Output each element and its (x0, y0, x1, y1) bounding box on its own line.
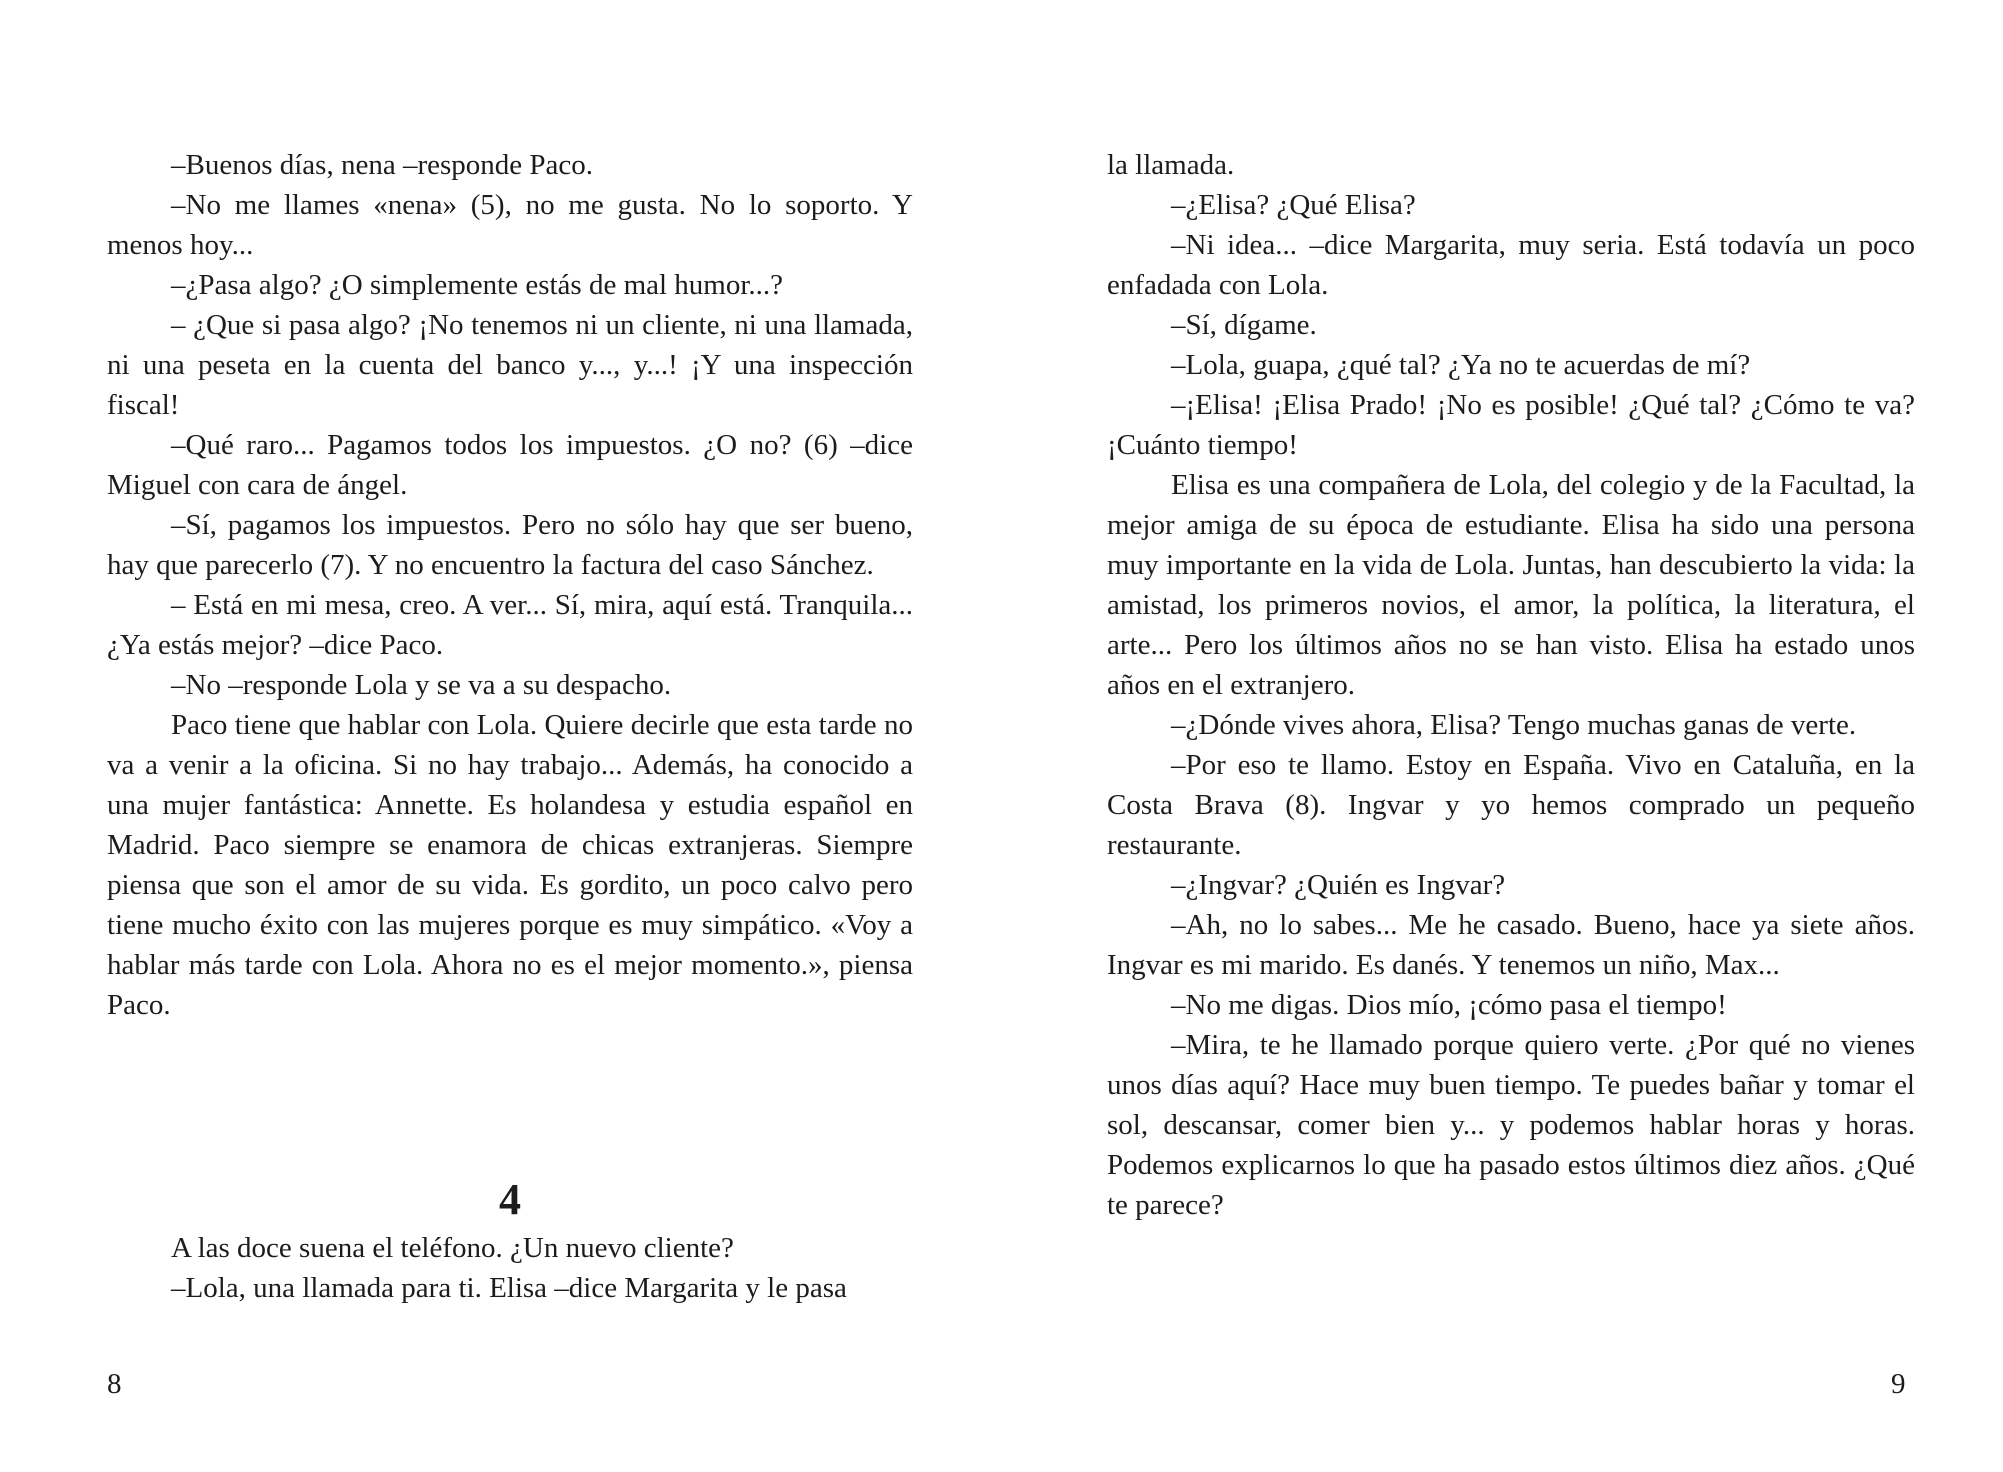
paragraph: A las doce suena el teléfono. ¿Un nuevo cliente? (171, 1232, 734, 1264)
paragraph: –Lola, una llamada para ti. Elisa –dice Margarita y le pasa (171, 1272, 847, 1304)
paragraph: –Mira, te he llamado porque quiero verte. ¿Por qué no vienes unos días aquí? Hace muy buen tiempo. Te puedes bañar y tomar el sol, descansar, comer bien y... y podemos hablar horas y horas. Podemos explicarnos lo que ha pasado estos últimos diez años. ¿Qué te parece? (1107, 1029, 1915, 1221)
chapter-number: 4 (499, 1175, 521, 1224)
paragraph: –¡Elisa! ¡Elisa Prado! ¡No es posible! ¿Qué tal? ¿Cómo te va? ¡Cuánto tiempo! (1107, 389, 1915, 461)
paragraph: Elisa es una compañera de Lola, del colegio y de la Facultad, la mejor amiga de su época de estudiante. Elisa ha sido una persona muy importante en la vida de Lola. Juntas, han descubierto la vida: la amistad, los primeros novios, el amor, la política, la literatura, el arte... Pero los últimos años no se han visto. Elisa ha estado unos años en el extranjero. (1107, 469, 1915, 701)
left-page (0, 0, 1001, 1472)
left-page-text (107, 145, 913, 1025)
paragraph: –¿Elisa? ¿Qué Elisa? (1171, 189, 1416, 221)
paragraph: –Por eso te llamo. Estoy en España. Vivo en Cataluña, en la Costa Brava (8). Ingvar y yo hemos comprado un pequeño restaurante. (1107, 749, 1915, 861)
paragraph: –¿Pasa algo? ¿O simplemente estás de mal humor...? (171, 269, 784, 301)
chapter-text (107, 1228, 913, 1308)
paragraph: Paco tiene que hablar con Lola. Quiere decirle que esta tarde no va a venir a la oficina. Si no hay trabajo... Además, ha conocido a una mujer fantástica: Annette. Es holandesa y estudia español en Madrid. Paco siempre se enamora de chicas extranjeras. Siempre piensa que son el amor de su vida. Es gordito, un poco calvo pero tiene mucho éxito con las mujeres porque es muy simpático. «Voy a hablar más tarde con Lola. Ahora no es el mejor momento.», piensa Paco. (107, 709, 913, 1021)
page-number-right: 9 (1891, 1368, 1906, 1400)
paragraph: –Sí, pagamos los impuestos. Pero no sólo hay que ser bueno, hay que parecerlo (7). Y no encuentro la factura del caso Sánchez. (107, 509, 913, 581)
page-number-left: 8 (107, 1368, 122, 1400)
paragraph: –No me llames «nena» (5), no me gusta. No lo soporto. Y menos hoy... (107, 189, 913, 261)
paragraph: –Sí, dígame. (1171, 309, 1317, 341)
paragraph: – Está en mi mesa, creo. A ver... Sí, mira, aquí está. Tranquila... ¿Ya estás mejor? –dice Paco. (107, 589, 913, 661)
right-page (1001, 0, 2002, 1472)
paragraph: –Ah, no lo sabes... Me he casado. Bueno, hace ya siete años. Ingvar es mi marido. Es danés. Y tenemos un niño, Max... (1107, 909, 1915, 981)
paragraph: –No –responde Lola y se va a su despacho. (171, 669, 672, 701)
paragraph: –No me digas. Dios mío, ¡cómo pasa el tiempo! (1171, 989, 1727, 1021)
paragraph: –Lola, guapa, ¿qué tal? ¿Ya no te acuerdas de mí? (1171, 349, 1751, 381)
paragraph: –¿Ingvar? ¿Quién es Ingvar? (1171, 869, 1506, 901)
paragraph: –¿Dónde vives ahora, Elisa? Tengo muchas ganas de verte. (1171, 709, 1857, 741)
paragraph: –Ni idea... –dice Margarita, muy seria. Está todavía un poco enfadada con Lola. (1107, 229, 1915, 301)
paragraph: – ¿Que si pasa algo? ¡No tenemos ni un cliente, ni una llamada, ni una peseta en la cuenta del banco y..., y...! ¡Y una inspección fiscal! (107, 309, 913, 421)
paragraph: –Buenos días, nena –responde Paco. (171, 149, 594, 181)
paragraph-continuation: la llamada. (1107, 149, 1235, 181)
paragraph: –Qué raro... Pagamos todos los impuestos. ¿O no? (6) –dice Miguel con cara de ángel. (107, 429, 913, 501)
right-page-text (1107, 145, 1915, 1225)
